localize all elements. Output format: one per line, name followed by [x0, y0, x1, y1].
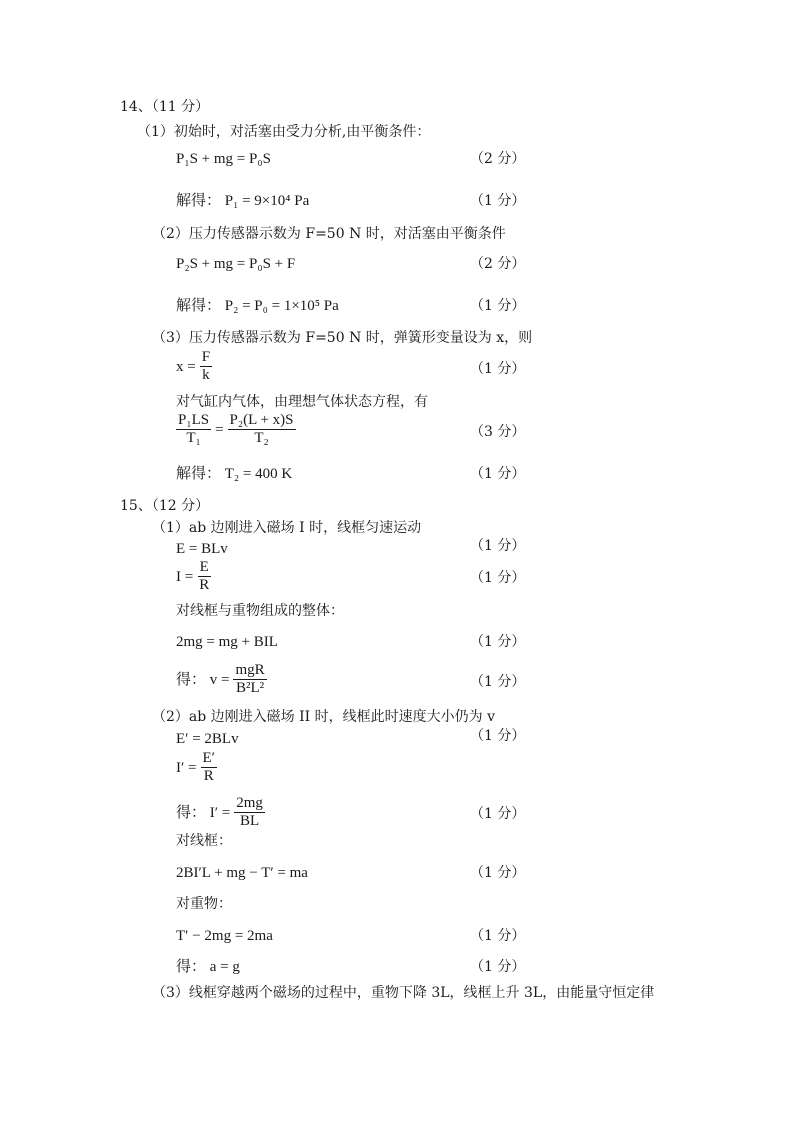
q14-part3-x-equation	[176, 349, 212, 384]
q14-part3-gas-equation	[176, 412, 296, 447]
gas-equals: =	[215, 421, 224, 438]
q15-part1-current-score: （1 分）	[470, 570, 526, 586]
q15-part2-current-result	[176, 795, 265, 830]
q15-part1-velocity-score: （1 分）	[470, 674, 526, 690]
current-numerator: E	[199, 559, 209, 575]
q14-part2-intro: （2）压力传感器示数为 F=50 N 时，对活塞由平衡条件	[152, 226, 506, 242]
q15-part1-intro: （1）ab 边刚进入磁场 I 时，线框匀速运动	[152, 520, 422, 536]
q15-part2-intro: （2）ab 边刚进入磁场 II 时，线框此时速度大小仍为 v	[152, 709, 495, 725]
velocity-fraction	[233, 662, 266, 697]
q15-part2-acceleration-score: （1 分）	[470, 959, 526, 975]
current2-lhs: I′ =	[176, 759, 197, 776]
current2-numerator: E′	[202, 750, 215, 766]
gas-right-denominator: T₂	[254, 430, 269, 446]
gas-right-fraction	[228, 412, 296, 447]
q15-part1-velocity	[176, 662, 267, 697]
current2-fraction	[201, 750, 217, 785]
current-result-numerator: 2mg	[236, 795, 263, 811]
q14-part1-solution-score: （1 分）	[470, 193, 526, 209]
q15-part2-frame-equation: 2BI′L + mg − T′ = ma	[176, 865, 308, 881]
q15-part3-intro: （3）线框穿越两个磁场的过程中，重物下降 3L，线框上升 3L，由能量守恒定律	[152, 985, 655, 1001]
q14-part1-intro: （1）初始时，对活塞由受力分析,由平衡条件：	[137, 124, 431, 140]
q15-part2-weight-score: （1 分）	[470, 928, 526, 944]
q14-part3-solution: 解得： T₂ = 400 K	[176, 466, 293, 482]
velocity-numerator: mgR	[235, 662, 265, 678]
q15-part2-current-result-score: （1 分）	[470, 806, 526, 822]
gas-left-denominator: T₁	[186, 430, 201, 446]
q15-part2-weight-equation: T′ − 2mg = 2ma	[176, 928, 273, 944]
q15-part1-emf: E = BLv	[176, 541, 228, 557]
q15-part1-whole-intro: 对线框与重物组成的整体：	[176, 603, 344, 619]
current-denominator: R	[199, 577, 210, 593]
q15-part2-acceleration: 得： a = g	[176, 959, 240, 975]
q14-part1-solution: 解得： P₁ = 9×10⁴ Pa	[176, 193, 310, 209]
velocity-denominator: B²L²	[235, 680, 265, 696]
velocity-prefix: 得： v =	[176, 671, 230, 688]
q15-part2-frame-intro: 对线框：	[176, 833, 232, 849]
q15-part2-emf-score: （1 分）	[470, 728, 526, 744]
q15-part1-balance: 2mg = mg + BIL	[176, 634, 278, 650]
q15-part2-weight-intro: 对重物：	[176, 896, 232, 912]
current-result-fraction	[234, 795, 265, 830]
gas-right-numerator: P₂(L + x)S	[229, 412, 294, 428]
gas-left-fraction	[176, 412, 211, 447]
current-fraction	[197, 559, 211, 594]
q15-header: 15、（12 分）	[120, 498, 210, 514]
q14-part2-equation-score: （2 分）	[470, 256, 526, 272]
x-numerator: F	[201, 349, 211, 365]
q15-part2-emf: E′ = 2BLv	[176, 731, 239, 747]
q14-part2-solution: 解得： P₂ = P₀ = 1×10⁵ Pa	[176, 298, 339, 314]
current2-denominator: R	[203, 768, 214, 784]
q14-part2-equation: P₂S + mg = P₀S + F	[176, 256, 296, 272]
q14-part1-equation: P₁S + mg = P₀S	[176, 151, 271, 167]
x-denominator: k	[202, 367, 210, 383]
x-lhs: x =	[176, 358, 196, 375]
q14-part2-solution-score: （1 分）	[470, 298, 526, 314]
q14-part3-intro: （3）压力传感器示数为 F=50 N 时，弹簧形变量设为 x，则	[152, 330, 533, 346]
q14-part3-gas-intro: 对气缸内气体，由理想气体状态方程，有	[176, 394, 428, 410]
q15-part1-emf-score: （1 分）	[470, 538, 526, 554]
x-fraction	[200, 349, 212, 384]
q14-part3-solution-score: （1 分）	[470, 466, 526, 482]
q14-part3-x-score: （1 分）	[470, 361, 526, 377]
current-lhs: I =	[176, 568, 194, 585]
q14-header: 14、（11 分）	[120, 99, 210, 115]
q15-part2-current	[176, 750, 217, 785]
q14-part3-gas-score: （3 分）	[470, 424, 526, 440]
gas-left-numerator: P₁LS	[178, 412, 210, 428]
q14-part1-equation-score: （2 分）	[470, 151, 526, 167]
current-result-denominator: BL	[240, 813, 260, 829]
q15-part1-current	[176, 559, 211, 594]
q15-part1-balance-score: （1 分）	[470, 634, 526, 650]
current-result-prefix: 得： I′ =	[176, 804, 231, 821]
q15-part2-frame-score: （1 分）	[470, 865, 526, 881]
